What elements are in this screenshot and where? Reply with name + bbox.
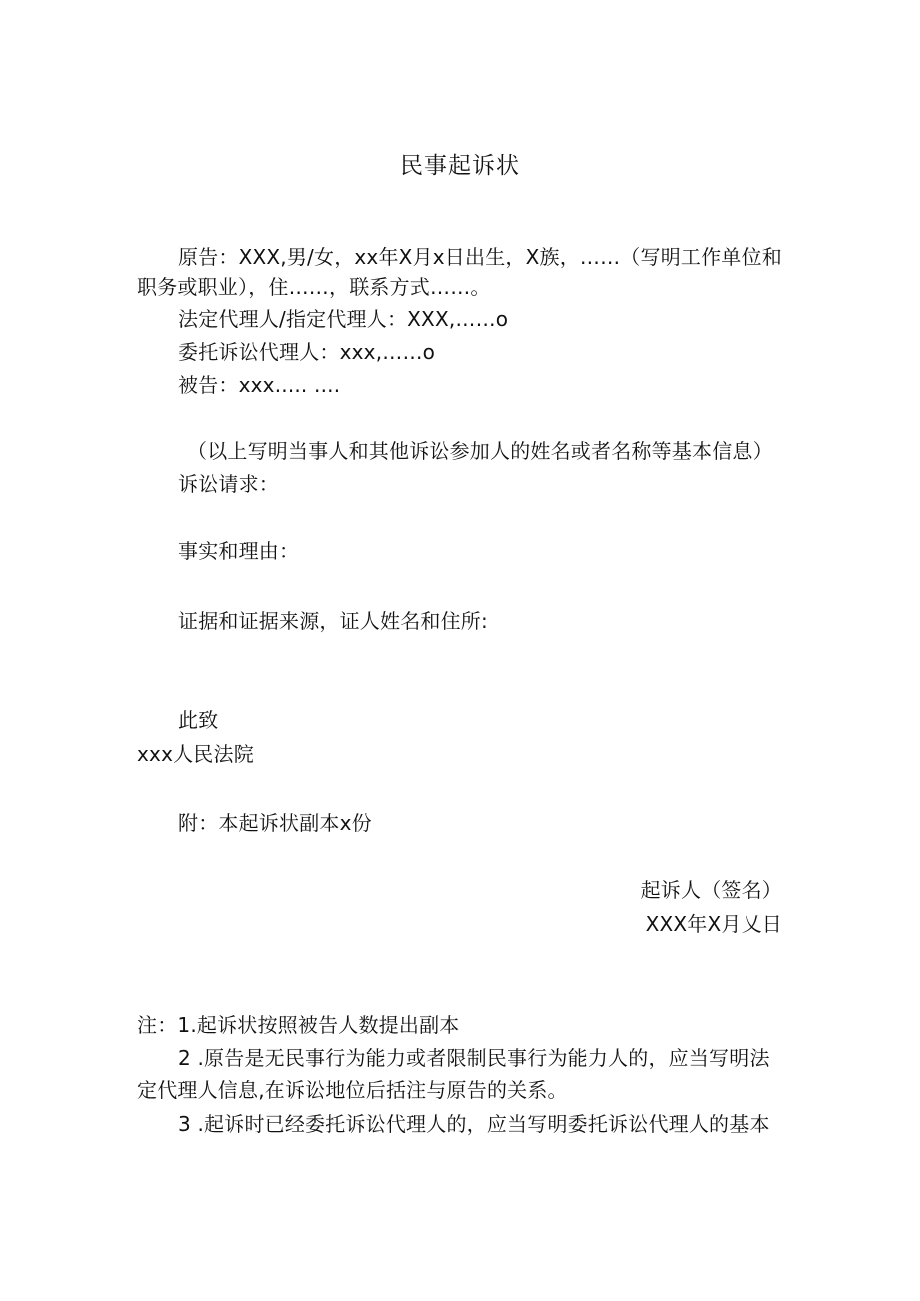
note-1: 注：1.起诉状按照被告人数提出副本 [137, 1013, 460, 1037]
closing-salutation: 此致 [178, 708, 219, 732]
litigation-agent-line: 委托诉讼代理人：xxx,……o [178, 340, 436, 364]
signature-line: 起诉人（签名） [640, 878, 782, 902]
court-name: xxx人民法院 [137, 742, 254, 766]
plaintiff-line-1: 原告：XXX,男/女，xx年X月x日出生，X族，……（写明工作单位和 [178, 245, 782, 269]
note-2-line-1: 2 .原告是无民事行为能力或者限制民事行为能力人的，应当写明法 [178, 1046, 770, 1070]
attachment-line: 附：本起诉状副本x份 [178, 811, 372, 835]
date-line: XXX年X月乂日 [645, 912, 782, 936]
legal-representative-line: 法定代理人/指定代理人：XXX,……o [178, 307, 509, 331]
defendant-line: 被告：xxx..... .... [178, 373, 341, 397]
document-title: 民事起诉状 [400, 153, 520, 179]
claims-heading: 诉讼请求： [178, 472, 279, 496]
facts-heading: 事实和理由： [178, 539, 300, 563]
evidence-heading: 证据和证据来源，证人姓名和住所: [178, 609, 488, 633]
parties-note: （以上写明当事人和其他诉讼参加人的姓名或者名称等基本信息） [187, 439, 773, 463]
note-3-line-1: 3 .起诉时已经委托诉讼代理人的，应当写明委托诉讼代理人的基本 [178, 1112, 770, 1136]
note-2-line-2: 定代理人信息,在诉讼地位后括注与原告的关系。 [137, 1078, 568, 1102]
plaintiff-line-2: 职务或职业），住……，联系方式……。 [137, 275, 491, 299]
